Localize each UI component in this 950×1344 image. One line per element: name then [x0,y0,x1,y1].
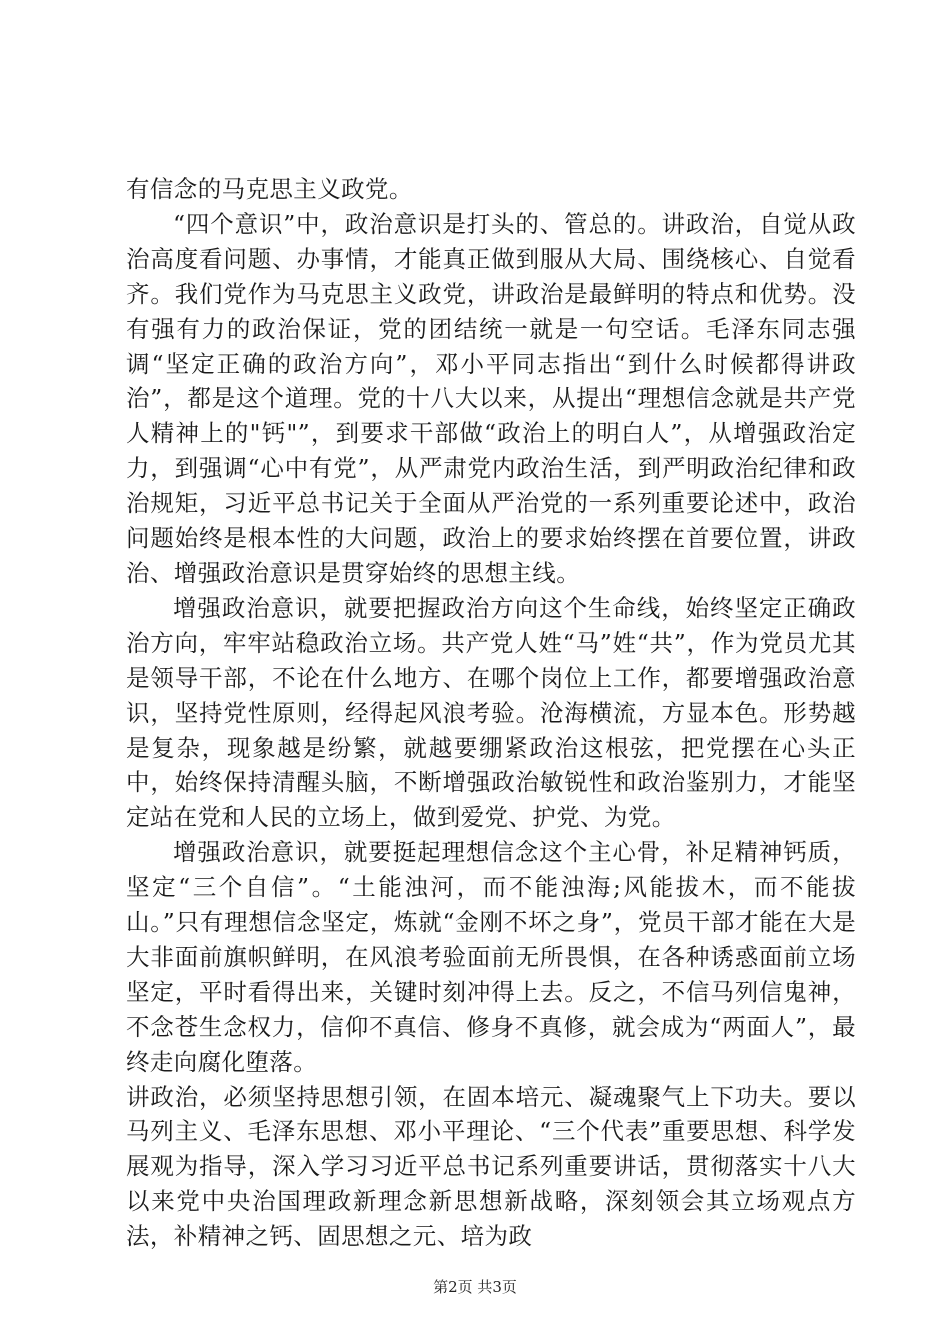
document-body [126,172,856,1254]
page-number-footer: 第2页 共3页 [433,1278,517,1296]
paragraph-4: 增强政治意识，就要挺起理想信念这个主心骨，补足精神钙质，坚定“三个自信”。“土能浊河，而不能浊海;风能拔木，而不能拔山。”只有理想信念坚定，炼就“金刚不坏之身”，党员干部才能在大是大非面前旗帜鲜明，在风浪考验面前无所畏惧，在各种诱惑面前立场坚定，平时看得出来，关键时刻冲得上去。反之，不信马列信鬼神，不念苍生念权力，信仰不真信、修身不真修，就会成为“两面人”，最终走向腐化堕落。 [126,838,856,1076]
paragraph-5: 讲政治，必须坚持思想引领，在固本培元、凝魂聚气上下功夫。要以马列主义、毛泽东思想、邓小平理论、“三个代表”重要思想、科学发展观为指导，深入学习习近平总书记系列重要讲话，贯彻落实十八大以来党中央治国理政新理念新思想新战略，深刻领会其立场观点方法，补精神之钙、固思想之元、培为政 [126,1082,856,1251]
paragraph-1: 有信念的马克思主义政党。 [126,175,413,203]
paragraph-3: 增强政治意识，就要把握政治方向这个生命线，始终坚定正确政治方向，牢牢站稳政治立场。共产党人姓“马”姓“共”，作为党员尤其是领导干部，不论在什么地方、在哪个岗位上工作，都要增强政治意识，坚持党性原则，经得起风浪考验。沧海横流，方显本色。形势越是复杂，现象越是纷繁，就越要绷紧政治这根弦，把党摆在心头正中，始终保持清醒头脑，不断增强政治敏锐性和政治鉴别力，才能坚定站在党和人民的立场上，做到爱党、护党、为党。 [126,593,856,832]
paragraph-2: “四个意识”中，政治意识是打头的、管总的。讲政治，自觉从政治高度看问题、办事情，才能真正做到服从大局、围绕核心、自觉看齐。我们党作为马克思主义政党，讲政治是最鲜明的特点和优势。没有强有力的政治保证，党的团结统一就是一句空话。毛泽东同志强调“坚定正确的政治方向”，邓小平同志指出“到什么时候都得讲政治”，都是这个道理。党的十八大以来，从提出“理想信念就是共产党人精神上的"钙"”，到要求干部做“政治上的明白人”，从增强政治定力，到强调“心中有党”，从严肃党内政治生活，到严明政治纪律和政治规矩，习近平总书记关于全面从严治党的一系列重要论述中，政治问题始终是根本性的大问题，政治上的要求始终摆在首要位置，讲政治、增强政治意识是贯穿始终的思想主线。 [126,209,856,587]
